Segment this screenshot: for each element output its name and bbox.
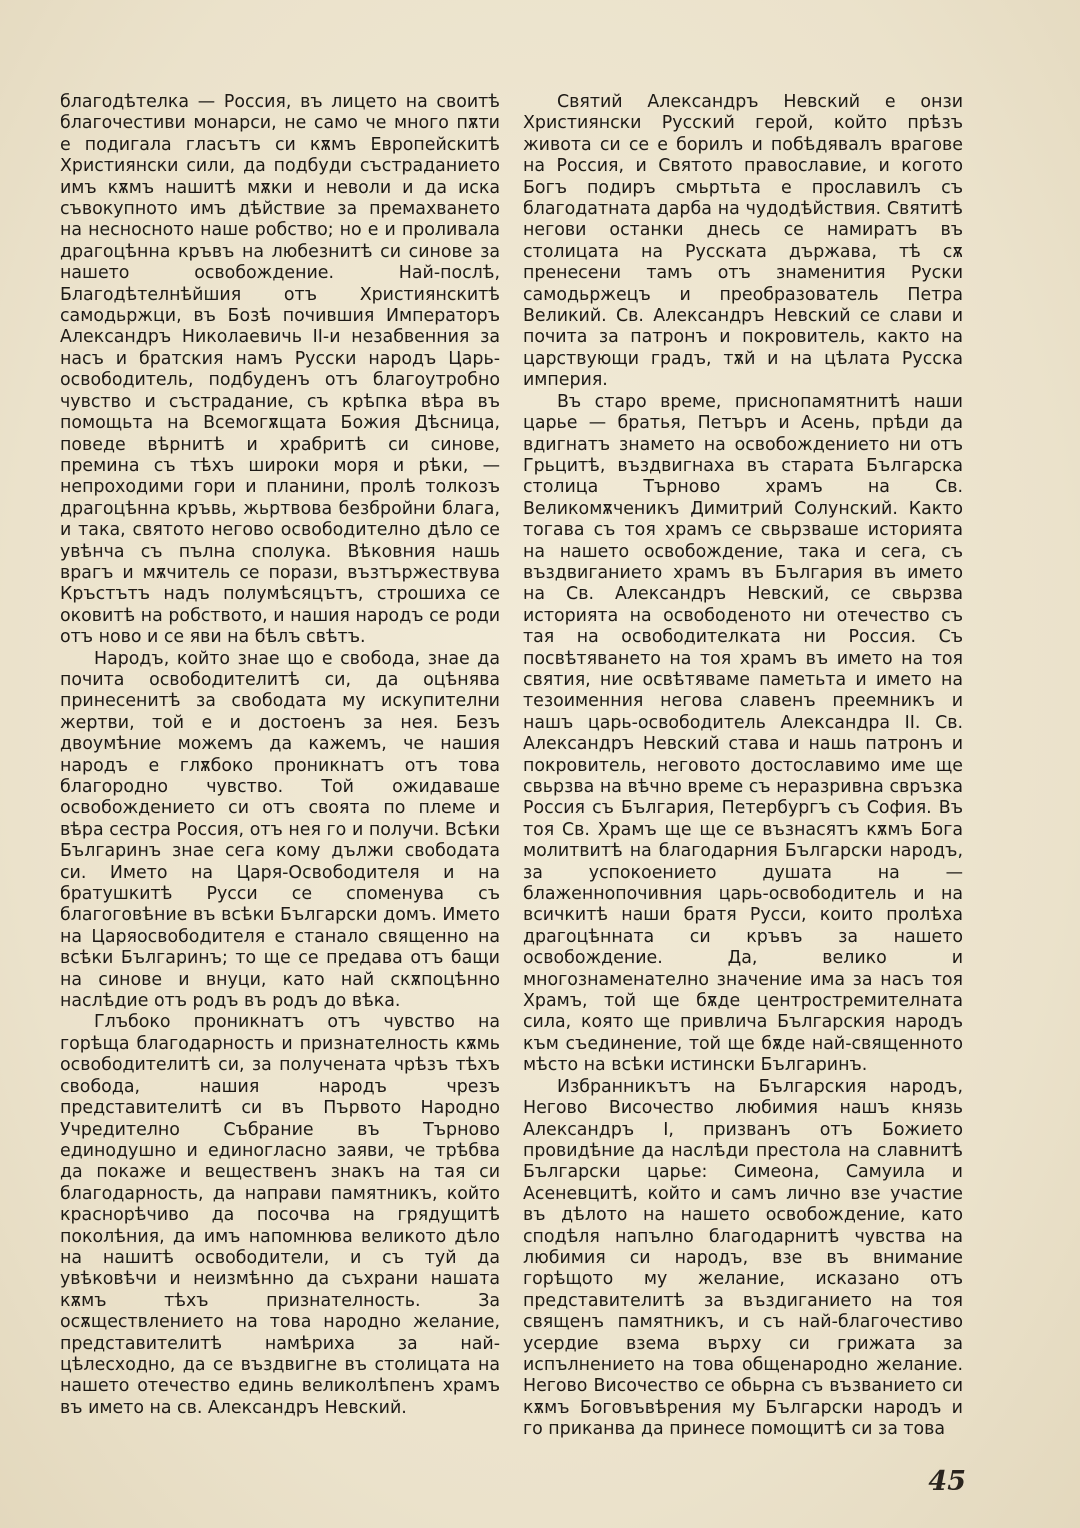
paragraph: Глъбоко проникнатъ отъ чувство на горѣща благодарность и признателность кѫмь освободителитѣ си, за получената чрѣзъ тѣхъ свобода, нашия народъ чрезъ представителитѣ си въ Първото Народно Учредително Събрание въ Търново единодушно и единогласно заяви, че трѣбва да покаже и вещественъ знакъ на тая си благодарность, да направи памятникъ, който краснорѣчиво да посочва на грядущитѣ поколѣния, да имъ напомнюва великото дѣло на нашитѣ освободители, и съ туй да увѣковѣчи и неизмѣнно да съхрани нашата кѫмъ тѣхъ признателность. За осѫществлението на това народно желание, представителитѣ намѣриха за най-цѣлесходно, да се въздвигне въ столицата на нашето отечество единь великолѣпенъ храмъ въ името на св. Александръ Невский. xyxy=(60,1012,500,1418)
paragraph: Святий Александръ Невский е онзи Християнски Русский герой, който прѣзъ живота си се е борилъ и побѣдявалъ врагове на Россия, и Святото православие, и когото Богъ подиръ смьртьта е прославилъ съ благодатната дарба на чудодѣйствия. Святитѣ негови останки днесь се намиратъ въ столицата на Русската държава, тѣ сѫ пренесени тамъ отъ знаменития Руски самодьржецъ и преобразователь Петра Великий. Св. Александръ Невский се слави и почита за патронъ и покровитель, както на царствующи градъ, тѫй и на цѣлата Русска империя. xyxy=(523,92,963,391)
paragraph: благодѣтелка — Россия, въ лицето на своитѣ благочестиви монарси, не само че много пѫти е подигала гласътъ си кѫмъ Европейскитѣ Християнски сили, да подбуди състраданието имъ кѫмъ нашитѣ мѫки и неволи и да иска съвокупното имъ дѣйствие за премахването на несносното наше робство; но е и проливала драгоцѣнна кръвъ на любезнитѣ си синове за нашето освобождение. Най-послѣ, Благодѣтелнѣйшия отъ Християнскитѣ самодьржци, въ Бозѣ почившия Императоръ Александръ Николаевичь II-и незабвенния за насъ и братския намъ Русски народъ Царь-освободитель, подбуденъ отъ благоутробно чувство и състрадание, съ крѣпка вѣра въ помощьта на Всемогѫщата Божия Дѣсница, поведе вѣрнитѣ и храбритѣ си синове, премина съ тѣхъ широки моря и рѣки, — непроходими гори и планини, пролѣ толкозъ драгоцѣнна кръвь, жьртвова безбройни блага, и така, святото негово освободително дѣло се увѣнча съ пълна сполука. Вѣковния нашь врагъ и мѫчитель се порази, възтържествува Кръстътъ надъ полумѣсяцътъ, строшиха се оковитѣ на робството, и нашия народъ се роди отъ ново и се яви на бѣлъ свѣтъ. xyxy=(60,92,500,648)
right-text-column xyxy=(523,92,963,1441)
page-number: 45 xyxy=(928,1466,966,1497)
paragraph: Избранникътъ на Българския народъ, Негово Височество любимия нашъ князь Александръ I, призванъ отъ Божието провидѣние да наслѣди престола на славнитѣ Български царье: Симеона, Самуила и Асеневцитѣ, който и самъ лично взе участие въ дѣлото на нашето освобождение, като сподѣля напълно благодарнитѣ чувства на любимия си народъ, взе въ внимание горѣщото му желание, исказано отъ представителитѣ за въздиганието на тоя священъ памятникъ, и съ най-благочестиво усердие взема върху си грижата за испълнението на това общенародно желание. Негово Височество се обьрна съ възванието си кѫмъ Боговъвѣрения му Български народъ и го приканва да принесе помощитѣ си за това xyxy=(523,1076,963,1440)
paragraph: Народъ, който знае що е свобода, знае да почита освободителитѣ си, да оцѣнява принесенитѣ за свободата му искупителни жертви, той е и достоенъ за нея. Безъ двоумѣние можемъ да кажемъ, че нашия народъ е глѫбоко проникнатъ отъ това благородно чувство. Той ожидаваше освобождението си отъ своята по племе и вѣра сестра Россия, отъ нея го и получи. Всѣки Българинъ знае сега кому дължи свободата си. Името на Царя-Освободителя и на братушкитѣ Русси се споменува съ благоговѣние въ всѣки Български домъ. Името на Царяосвободителя е станало священно на всѣки Българинъ; то ще се предава отъ бащи на синове и внуци, като най скѫпоцѣнно наслѣдие отъ родъ въ родъ до вѣка. xyxy=(60,648,500,1012)
paragraph: Въ старо време, приснопамятнитѣ наши царье — братья, Петъръ и Асень, прѣди да вдигнатъ знамето на освобождението ни отъ Грьцитѣ, въздвигнаха въ старата Българска столица Търново храмъ на Св. Великомѫченикъ Димитрий Солунский. Както тогава съ тоя храмъ се свьрзваше историята на нашето освобождение, така и сега, съ въздвиганието храмъ въ България въ името на Св. Александръ Невский, се свьрзва историята на освободеното ни отечество съ тая на освободителката ни Россия. Съ посвѣтяването на тоя храмъ въ името на тоя святия, ние освѣтяваме паметьта и името на тезоименния негова славенъ преемникъ и нашъ царь-освободитель Александра II. Св. Александръ Невский става и нашь патронъ и покровитель, неговото достославимо име ще свьрзва на вѣчно време съ неразривна свръзка Россия съ България, Петербургъ съ София. Въ тоя Св. Храмъ ще ще се възнасятъ кѫмъ Бога молитвитѣ на благодарния Български народъ, за успокоението душата на — блаженнопочивния царь-освободитель и на всичкитѣ наши братя Русси, които пролѣха драгоцѣнната си кръвъ за нашето освобождение. Да, велико и многознаменателно значение има за насъ тоя Храмъ, той ще бѫде центростремителната сила, която ще привлича Българския народъ към съединение, той ще бѫде най-священното мѣсто на всѣки истински Българинъ. xyxy=(523,391,963,1076)
left-text-column xyxy=(60,92,500,1419)
